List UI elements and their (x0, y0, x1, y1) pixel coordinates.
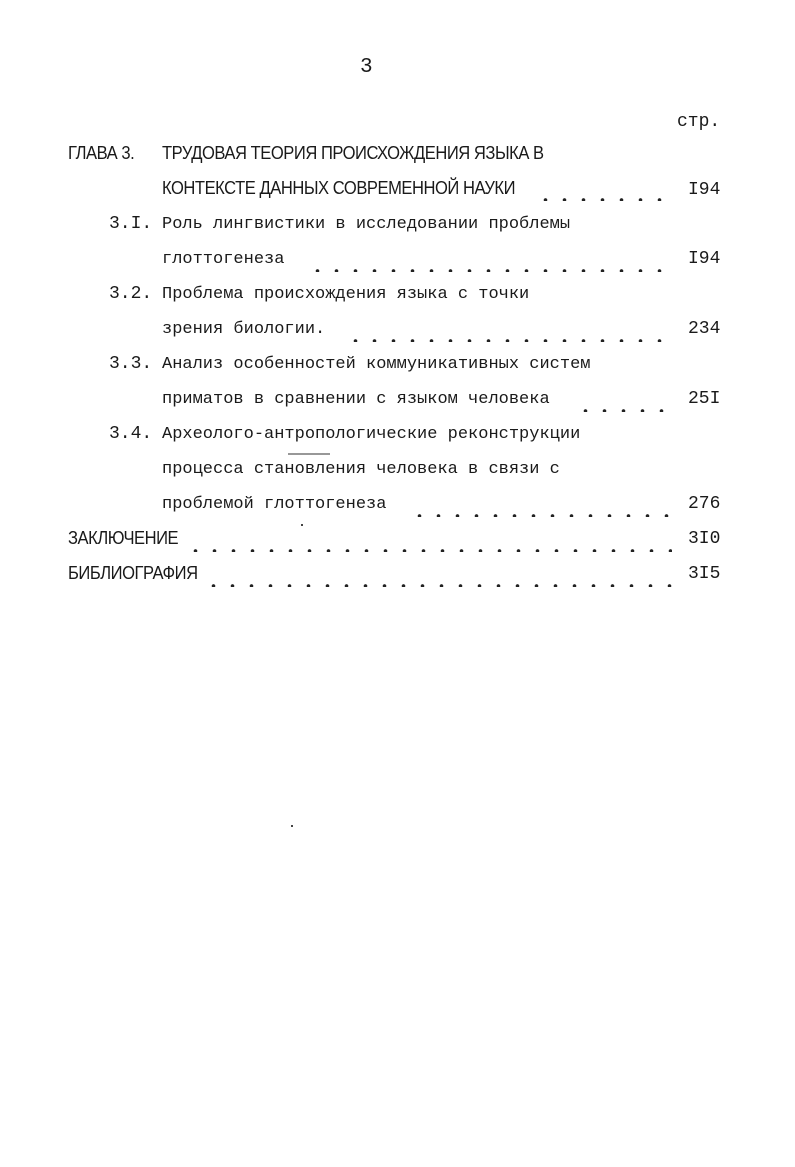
section-title-line-1: Проблема происхождения языка с точки (162, 285, 530, 304)
section-title-line-2: процесса становления человека в связи с (162, 460, 560, 479)
section-page: 276 (688, 494, 721, 514)
section-page: 25I (688, 389, 721, 409)
section-title-line-1: Анализ особенностей коммуникативных систем (162, 355, 591, 374)
section-number: 3.4. (109, 424, 153, 444)
scan-speck (288, 453, 330, 455)
section-title-line-1: Роль лингвистики в исследовании проблемы (162, 215, 571, 234)
section-number: 3.2. (109, 284, 153, 304)
page-number: 3 (360, 56, 373, 79)
conclusion-page: 3I0 (688, 529, 721, 549)
section-page: 234 (688, 319, 721, 339)
leader-dots (410, 497, 672, 517)
section-number: 3.3. (109, 354, 153, 374)
section-title-line-2: приматов в сравнении с языком человека (162, 390, 550, 409)
section-title-line-1: Археолого-антропологические реконструкции (162, 425, 581, 444)
bibliography-label: БИБЛИОГРАФИЯ (68, 563, 198, 583)
chapter-page: I94 (688, 180, 721, 200)
section-title-line-2: глоттогенеза (162, 250, 285, 269)
chapter-title-line-1: ТРУДОВАЯ ТЕОРИЯ ПРОИСХОЖДЕНИЯ ЯЗЫКА В (162, 143, 544, 163)
leader-dots (346, 322, 672, 342)
page-column-label: стр. (677, 112, 721, 132)
scan-speck (301, 524, 303, 526)
chapter-label: ГЛАВА 3. (68, 143, 135, 163)
bibliography-page: 3I5 (688, 564, 721, 584)
leader-dots (576, 392, 672, 412)
leader-dots (536, 181, 672, 201)
section-page: I94 (688, 249, 721, 269)
scan-speck (291, 825, 293, 827)
leader-dots (204, 567, 672, 587)
section-title-line-2: зрения биологии. (162, 320, 326, 339)
leader-dots (186, 532, 672, 552)
leader-dots (308, 252, 672, 272)
chapter-title-line-2: КОНТЕКСТЕ ДАННЫХ СОВРЕМЕННОЙ НАУКИ (162, 178, 516, 198)
section-title-line-3: проблемой глоттогенеза (162, 495, 387, 514)
conclusion-label: ЗАКЛЮЧЕНИЕ (68, 528, 179, 548)
section-number: 3.I. (109, 214, 153, 234)
